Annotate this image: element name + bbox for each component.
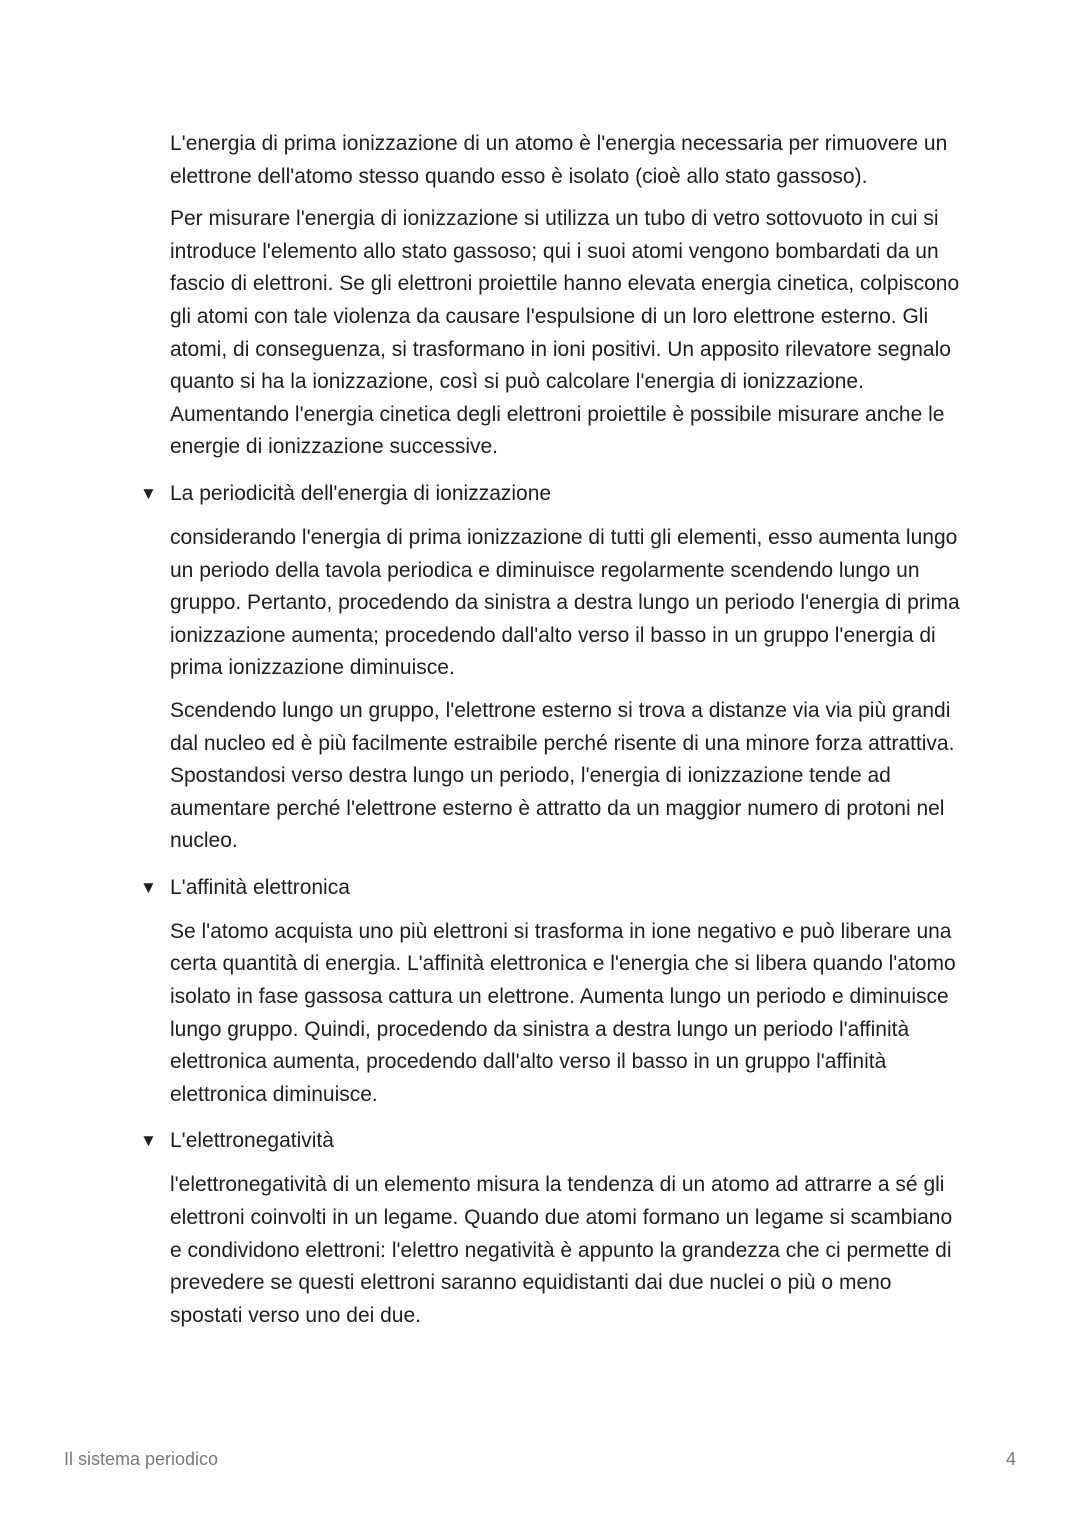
toggle-electronegativity[interactable] <box>140 1125 960 1157</box>
toggle-affinity-title: L'affinità elettronica <box>170 875 350 899</box>
electronegativity-paragraph-1: l'elettronegatività di un elemento misura la tendenza di un atomo ad attrarre a sé gli elettroni coinvolti in un legame. Quando due atomi formano un legame si scambiano e condividono elettroni: l'elettro negatività è appunto la grandezza che ci permette di prevedere se questi elettroni saranno equidistanti dai due nuclei o più o meno spostati verso uno dei due. <box>170 1173 953 1327</box>
periodicity-paragraph-1: considerando l'energia di prima ionizzazione di tutti gli elementi, esso aumenta lungo un periodo della tavola periodica e diminuisce regolarmente scendendo lungo un gruppo. Pertanto, procedendo da sinistra a destra lungo un periodo l'energia di prima ionizzazione aumenta; procedendo dall'alto verso il basso in un gruppo l'energia di prima ionizzazione diminuisce. <box>170 525 960 680</box>
triangle-down-icon[interactable]: ▼ <box>140 877 157 897</box>
intro-paragraph-2: Per misurare l'energia di ionizzazione si utilizza un tubo di vetro sottovuoto in cui si introduce l'elemento allo stato gassoso; qui i suoi atomi vengono bombardati da un fascio di elettroni. Se gli elettroni proiettile hanno elevata energia cinetica, colpiscono gli atomi con tale violenza da causare l'espulsione di un loro elettrone esterno. Gli atomi, di conseguenza, si trasformano in ioni positivi. Un apposito rilevatore segnalo quanto si ha la ionizzazione, così si può calcolare l'energia di ionizzazione. Aumentando l'energia cinetica degli elettroni proiettile è possibile misurare anche le energie di ionizzazione successive. <box>170 207 960 459</box>
toggle-periodicity-title: La periodicità dell'energia di ionizzazione <box>170 481 552 505</box>
document-body <box>140 128 960 1342</box>
footer-document-title: Il sistema periodico <box>64 1449 219 1469</box>
page-footer <box>64 1446 1016 1472</box>
periodicity-paragraph-2: Scendendo lungo un gruppo, l'elettrone esterno si trova a distanze via via più grandi dal nucleo ed è più facilmente estraibile perché risente di una minore forza attrattiva. Spostandosi verso destra lungo un periodo, l'energia di ionizzazione tende ad aumentare perché l'elettrone esterno è attratto da un maggior numero di protoni nel nucleo. <box>170 698 955 853</box>
toggle-periodicity[interactable] <box>140 478 960 510</box>
intro-paragraph-1: L'energia di prima ionizzazione di un atomo è l'energia necessaria per rimuovere un elettrone dell'atomo stesso quando esso è isolato (cioè allo stato gassoso). <box>170 132 948 188</box>
footer-page-number: 4 <box>1005 1449 1016 1469</box>
toggle-affinity[interactable] <box>140 872 960 904</box>
toggle-electronegativity-title: L'elettronegatività <box>170 1129 334 1153</box>
affinity-paragraph-1: Se l'atomo acquista uno più elettroni si trasforma in ione negativo e può liberare una certa quantità di energia. L'affinità elettronica e l'energia che si libera quando l'atomo isolato in fase gassosa cattura un elettrone. Aumenta lungo un periodo e diminuisce lungo gruppo. Quindi, procedendo da sinistra a destra lungo un periodo l'affinità elettronica aumenta, procedendo dall'alto verso il basso in un gruppo l'affinità elettronica diminuisce. <box>170 919 956 1106</box>
triangle-down-icon[interactable]: ▼ <box>140 483 157 503</box>
triangle-down-icon[interactable]: ▼ <box>140 1131 157 1151</box>
